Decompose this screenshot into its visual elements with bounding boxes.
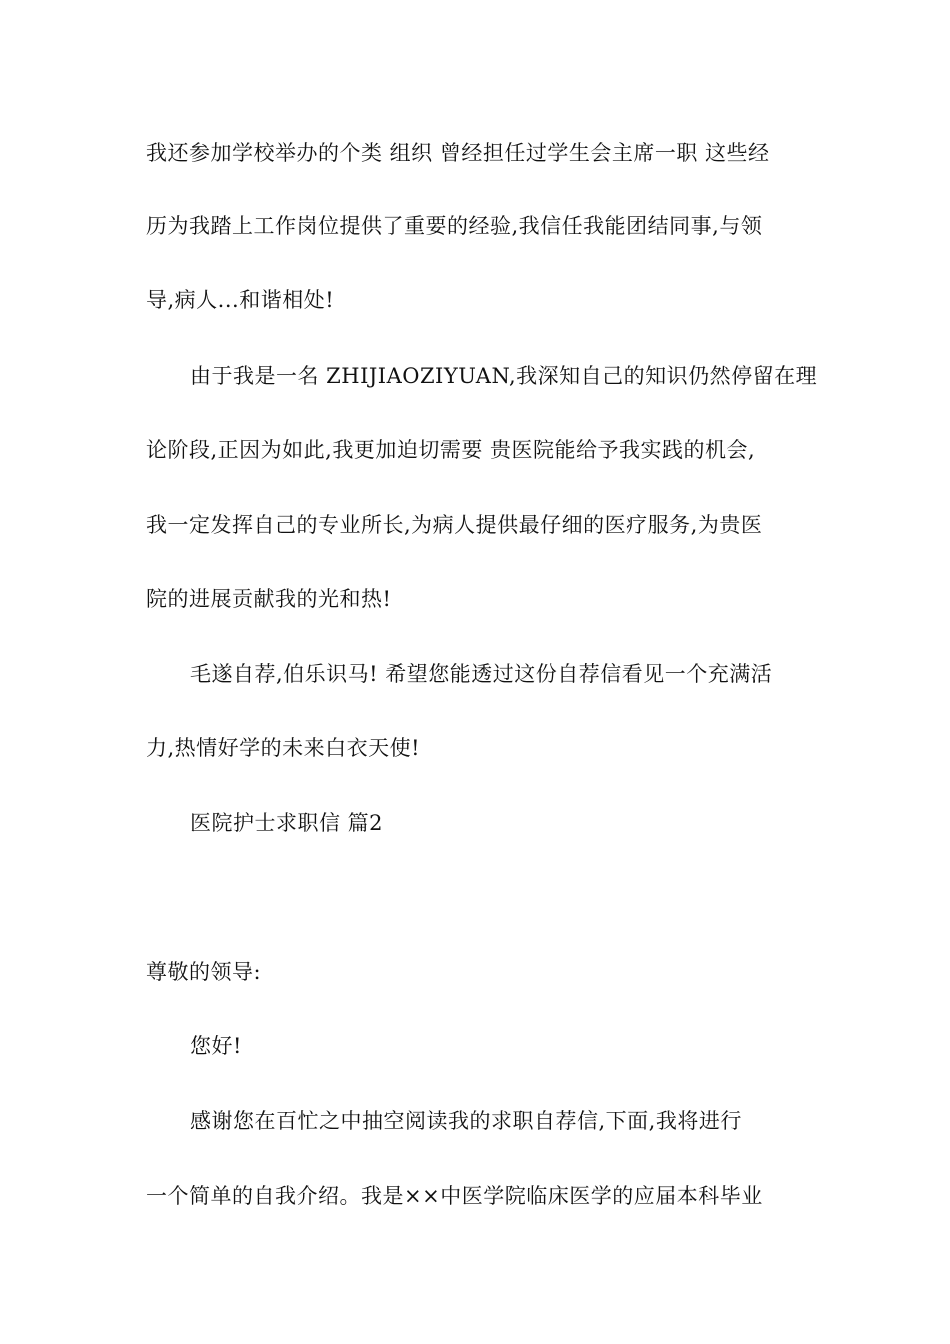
paragraph-line: 一个简单的自我介绍。我是××中医学院临床医学的应届本科毕业	[146, 1184, 763, 1208]
paragraph-line: 院的进展贡献我的光和热!	[146, 587, 392, 611]
paragraph-line: 我还参加学校举办的个类 组织 曾经担任过学生会主席一职 这些经	[146, 141, 770, 165]
paragraph-line: 历为我踏上工作岗位提供了重要的经验,我信任我能团结同事,与领	[146, 214, 763, 238]
paragraph-line: 导,病人...和谐相处!	[146, 288, 335, 312]
paragraph-line: 论阶段,正因为如此,我更加迫切需要 贵医院能给予我实践的机会,	[146, 438, 756, 462]
paragraph-line: 毛遂自荐,伯乐识马! 希望您能透过这份自荐信看见一个充满活	[190, 662, 773, 686]
paragraph-line: 由于我是一名 ZHIJIAOZIYUAN,我深知自己的知识仍然停留在理	[190, 364, 818, 388]
paragraph-line: 我一定发挥自己的专业所长,为病人提供最仔细的医疗服务,为贵医	[146, 513, 763, 537]
greeting: 您好!	[190, 1034, 242, 1058]
paragraph-line: 力,热情好学的未来白衣天使!	[146, 736, 421, 760]
section-heading: 医院护士求职信 篇2	[190, 811, 384, 835]
paragraph-line: 感谢您在百忙之中抽空阅读我的求职自荐信,下面,我将进行	[190, 1109, 742, 1133]
salutation: 尊敬的领导:	[146, 960, 262, 984]
